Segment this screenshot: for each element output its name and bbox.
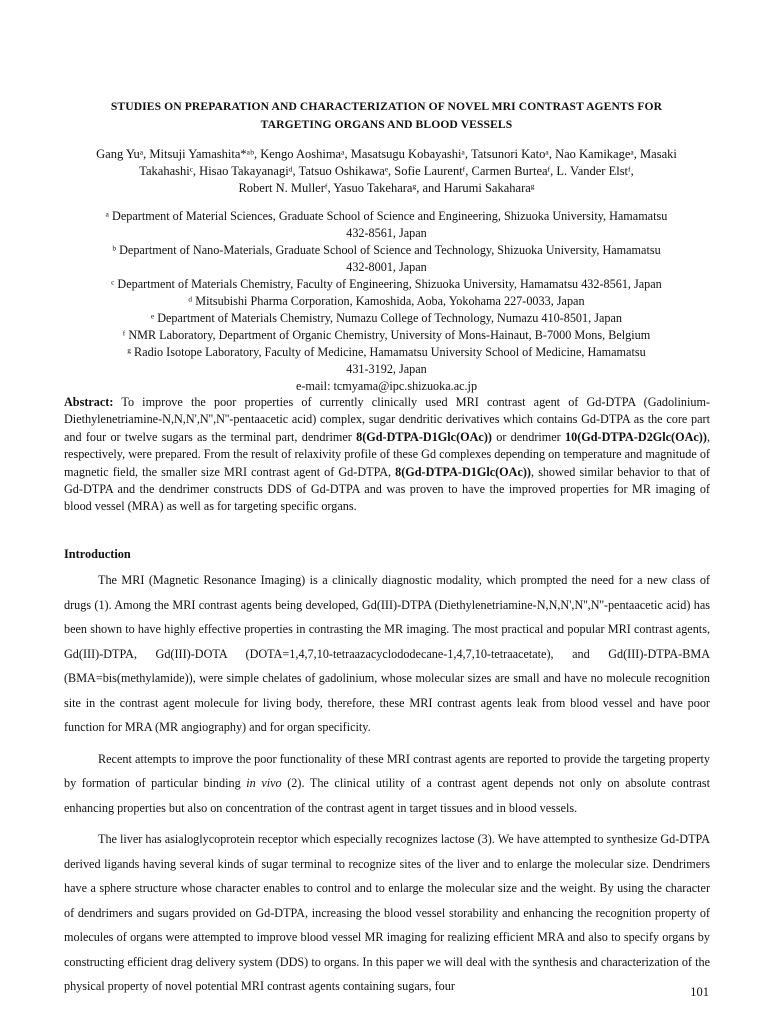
abstract-text: , respectively, were prepared. From the result of relaxivity profile of these Gd complexes depending on temperature and magnitude of magnetic field, the smaller size MRI contrast agent of Gd-DTPA, <box>64 429 710 479</box>
page-number: 101 <box>690 985 709 999</box>
affiliation-line: ᶜ Department of Materials Chemistry, Faculty of Engineering, Shizuoka University, Hamamatsu 432-8561, Japan <box>111 277 662 291</box>
abstract-label: Abstract: <box>64 395 114 409</box>
affiliation-line: 432-8001, Japan <box>346 260 427 274</box>
paragraph: The liver has asialoglycoprotein receptor which especially recognizes lactose (3). We have attempted to synthesize Gd-DTPA derived ligands having several kinds of sugar terminal to recognize sites of the liver and to enlarge the molecular size. Dendrimers have a sphere structure whose character enables to control and to enlarge the molecular size and the weight. By using the character of dendrimers and sugars provided on Gd-DTPA, increasing the blood vessel storability and enhancing the recognition property of molecules of organs were attempted to improve blood vessel MR imaging for realizing efficient MRA and also to specify organs by constructing efficient drag delivery system (DDS) to organs. In this paper we will deal with the synthesis and characterization of the physical property of novel potential MRI contrast agents containing sugars, four <box>64 832 710 993</box>
affiliation-line: ᵍ Radio Isotope Laboratory, Faculty of Medicine, Hamamatsu University School of Medicine, Hamamatsu <box>127 345 646 359</box>
title-line-2: TARGETING ORGANS AND BLOOD VESSELS <box>260 118 513 131</box>
abstract <box>64 394 710 516</box>
italic-term: in vivo <box>246 776 282 790</box>
compound-name: 8(Gd-DTPA-D1Glc(OAc)) <box>395 464 531 479</box>
abstract-text: To improve the poor properties of currently clinically used MRI contrast agent of Gd-DTPA (Gadolinium-Diethylenetriamine-N,N,N',N'',N''-pentaacetic acid) complex, sugar dendritic derivatives which contains Gd-DTPA as the core part and four or twelve sugars as the terminal part, dendrimer <box>64 395 710 444</box>
affiliation-line: 432-8561, Japan <box>346 226 427 240</box>
abstract-text: or dendrimer <box>491 429 565 444</box>
authors-line-3: Robert N. Mullerᶠ, Yasuo Takeharaᵍ, and Harumi Sakaharaᵍ <box>238 181 535 195</box>
affiliation-line: ᵃ Department of Material Sciences, Graduate School of Science and Engineering, Shizuoka University, Hamamatsu <box>105 209 668 223</box>
affiliation-line: 431-3192, Japan <box>346 362 427 376</box>
authors-line-1: Gang Yuᵃ, Mitsuji Yamashita*ᵃᵇ, Kengo Aoshimaᵃ, Masatsugu Kobayashiᵃ, Tatsunori Katoᵃ, Nao Kamikageᵃ, Masaki <box>96 147 677 161</box>
contact-email: e-mail: tcmyama@ipc.shizuoka.ac.jp <box>295 379 478 393</box>
affiliation-line: ᶠ NMR Laboratory, Department of Organic Chemistry, University of Mons-Hainaut, B-7000 Mons, Belgium <box>122 328 651 342</box>
paper-title <box>60 98 713 134</box>
abstract-text: , showed similar behavior to that of Gd-DTPA and the dendrimer constructs DDS of Gd-DTPA and was proven to have the improved properties for MR imaging of blood vessel (MRA) as well as for targeting specific organs. <box>64 464 710 514</box>
paragraph-text: Recent attempts to improve the poor functionality of these MRI contrast agents are reported to provide the targeting property by formation of particular binding <box>64 751 710 790</box>
affiliation-line: ᵉ Department of Materials Chemistry, Numazu College of Technology, Numazu 410-8501, Japan <box>151 311 622 325</box>
section-heading: Introduction <box>64 547 131 561</box>
paragraph: The MRI (Magnetic Resonance Imaging) is a clinically diagnostic modality, which prompted the need for a new class of drugs (1). Among the MRI contrast agents being developed, Gd(III)-DTPA (Diethylenetriamine-N,N,N',N'',N''-pentaacetic acid) has been shown to have highly effective properties in contrasting the MR imaging. The most practical and popular MRI contrast agents, Gd(III)-DTPA, Gd(III)-DOTA (DOTA=1,4,7,10-tetraazacyclododecane-1,4,7,10-tetraacetate), and Gd(III)-DTPA-BMA (BMA=bis(methylamide)), were simple chelates of gadolinium, whose molecular sizes are small and have no molecule recognition site in the contrast agent molecule for living body, therefore, these MRI contrast agents leak from blood vessel and have poor function for MRA (MR angiography) and for organ specificity. <box>64 573 710 734</box>
affiliation-line: ᵇ Department of Nano-Materials, Graduate School of Science and Technology, Shizuoka University, Hamamatsu <box>112 243 661 257</box>
paragraph <box>64 747 710 821</box>
affiliations <box>60 208 713 395</box>
compound-name: 10(Gd-DTPA-D2Glc(OAc)) <box>565 429 707 444</box>
compound-name: 8(Gd-DTPA-D1Glc(OAc)) <box>356 429 492 444</box>
paragraph-text: (2). The clinical utility of a contrast agent depends not only on absolute contrast enhancing properties but also on concentration of the contrast agent in target tissues and in blood vessels. <box>64 776 710 815</box>
author-list <box>60 146 713 197</box>
title-line-1: STUDIES ON PREPARATION AND CHARACTERIZATION OF NOVEL MRI CONTRAST AGENTS FOR <box>110 100 663 113</box>
introduction-body <box>64 568 710 999</box>
affiliation-line: ᵈ Mitsubishi Pharma Corporation, Kamoshida, Aoba, Yokohama 227-0033, Japan <box>188 294 585 308</box>
authors-line-2: Takahashiᶜ, Hisao Takayanagiᵈ, Tatsuo Oshikawaᵉ, Sofie Laurentᶠ, Carmen Burteaᶠ, L. Vander Elstᶠ, <box>139 164 634 178</box>
